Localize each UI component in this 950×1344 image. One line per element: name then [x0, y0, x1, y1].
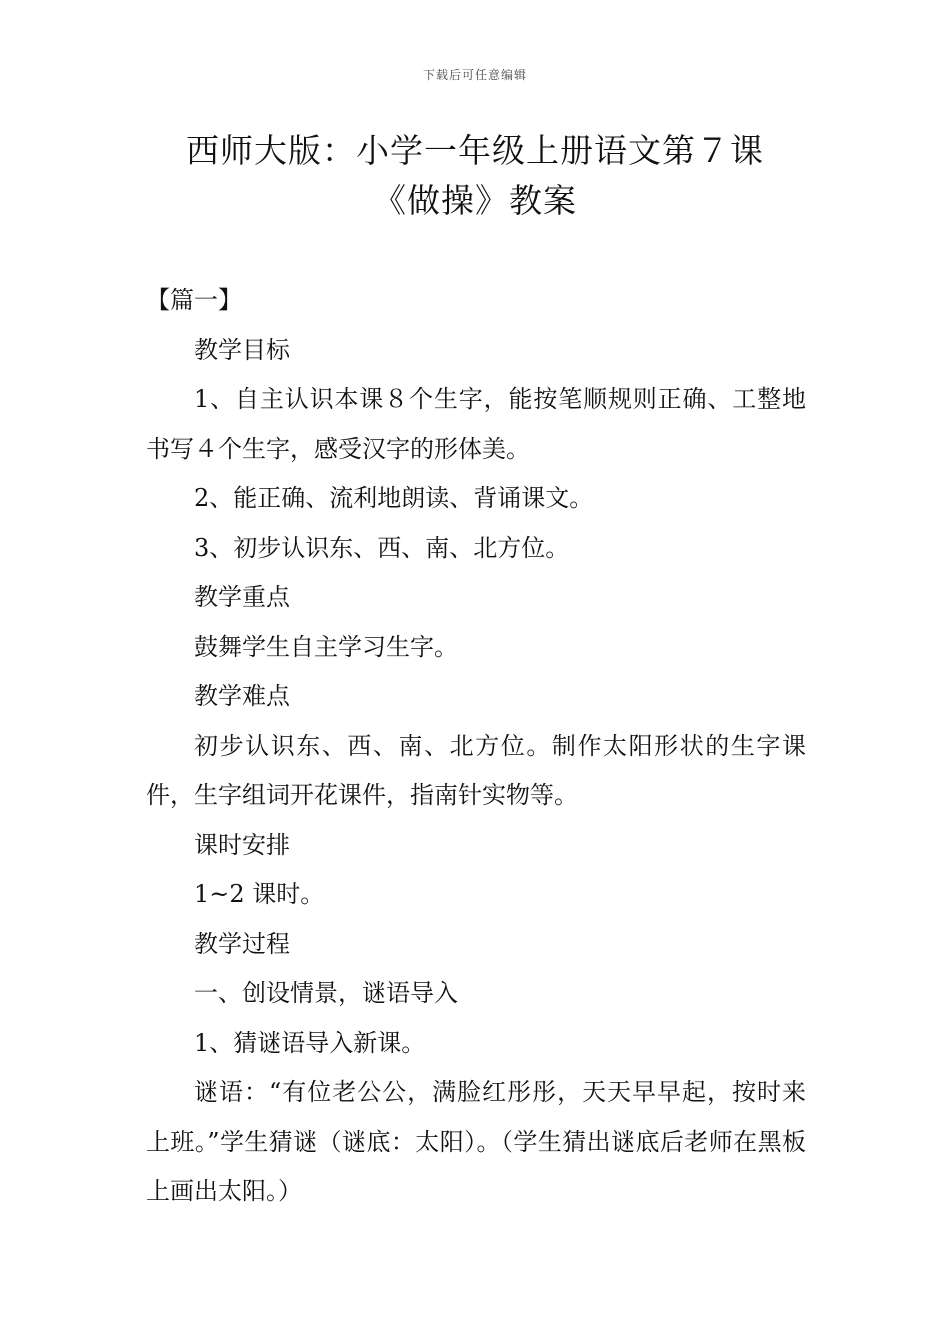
process-step-1: 一、创设情景，谜语导入: [194, 979, 458, 1007]
heading-teaching-goals: 教学目标: [194, 335, 290, 364]
difficulties-text: 初步认识东、西、南、北方位。制作太阳形状的生字课件，生字组词开花课件，指南针实物等。: [146, 731, 806, 809]
page-header-note: 下载后可任意编辑: [422, 68, 527, 82]
title-line-2: 《做操》教案: [373, 181, 577, 220]
heading-key-points: 教学重点: [194, 583, 290, 611]
process-substep-1: 1、猜谜语导入新课。: [194, 1028, 426, 1057]
key-points-text: 鼓舞学生自主学习生字。: [194, 632, 458, 661]
riddle-paragraph: 谜语：“有位老公公，满脸红彤彤，天天早早起，按时来上班。”学生猜谜（谜底：太阳）。（学生猜出谜底后老师在黑板上画出太阳。）: [146, 1078, 806, 1205]
title-line-1: 西师大版：小学一年级上册语文第７课: [186, 131, 764, 170]
document-body: [146, 276, 806, 1217]
heading-difficulties: 教学难点: [194, 682, 290, 710]
goal-item-2: 2、能正确、流利地朗读、背诵课文。: [194, 484, 594, 512]
schedule-text: 1~2 课时。: [194, 880, 325, 908]
section-label: 【篇一】: [146, 286, 242, 314]
heading-schedule: 课时安排: [194, 830, 290, 859]
document-title: [0, 126, 950, 226]
heading-process: 教学过程: [194, 929, 290, 958]
goal-item-1: 1、自主认识本课８个生字，能按笔顺规则正确、工整地书写４个生字，感受汉字的形体美。: [146, 385, 806, 463]
goal-item-3: 3、初步认识东、西、南、北方位。: [194, 533, 570, 562]
